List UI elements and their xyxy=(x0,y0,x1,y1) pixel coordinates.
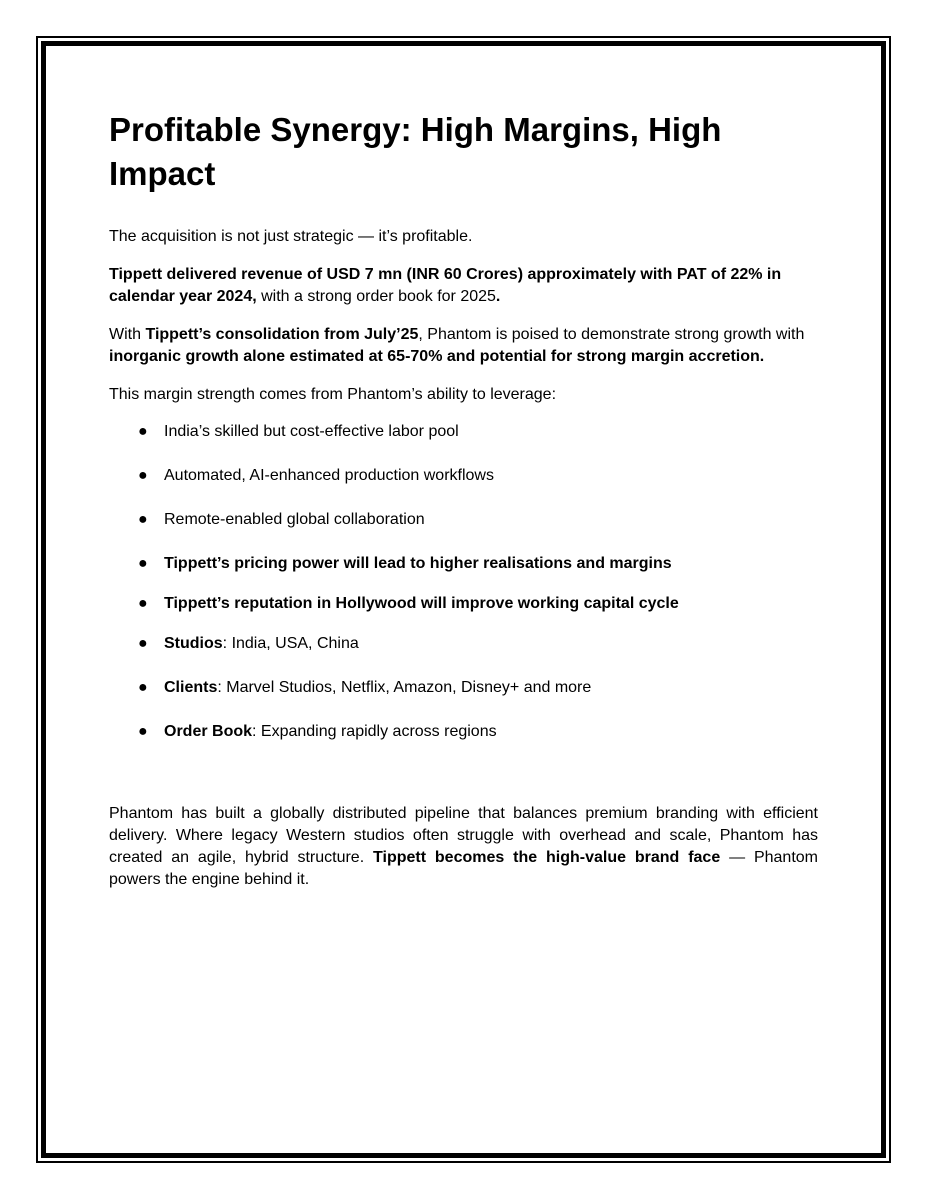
list-item-text: India’s skilled but cost-effective labor pool xyxy=(164,423,459,440)
list-item xyxy=(109,677,818,699)
list-item xyxy=(109,633,818,655)
leverage-list xyxy=(109,421,818,743)
clients-value: : Marvel Studios, Netflix, Amazon, Disney+ and more xyxy=(217,679,592,696)
revenue-normal-text: with a strong order book for 2025 xyxy=(256,288,496,305)
revenue-bold-text: Tippett delivered revenue of USD 7 mn (INR 60 Crores) approximately with PAT of 22% in calendar year 2024, xyxy=(109,266,782,305)
studios-value: : India, USA, China xyxy=(222,635,359,652)
intro-paragraph: The acquisition is not just strategic — it’s profitable. xyxy=(109,228,473,245)
consolidation-paragraph xyxy=(109,324,818,368)
page-title: Profitable Synergy: High Margins, High Impact xyxy=(109,111,722,192)
consolidation-bold-1: Tippett’s consolidation from July’25 xyxy=(145,326,419,343)
bullet-icon: ● xyxy=(138,511,148,528)
revenue-period: . xyxy=(495,288,501,305)
document-content xyxy=(109,108,818,907)
clients-label: Clients xyxy=(164,679,218,696)
list-item-text: Automated, AI-enhanced production workflows xyxy=(164,467,494,484)
list-item xyxy=(109,421,818,443)
order-book-label: Order Book xyxy=(164,723,253,740)
bullet-icon: ● xyxy=(138,679,148,696)
consolidation-text-1: With xyxy=(109,326,146,343)
bullet-icon: ● xyxy=(138,595,148,612)
leverage-intro: This margin strength comes from Phantom’s ability to leverage: xyxy=(109,386,557,403)
studios-label: Studios xyxy=(164,635,223,652)
closing-bold: Tippett becomes the high-value brand face xyxy=(373,849,721,866)
list-item xyxy=(109,593,818,615)
bullet-icon: ● xyxy=(138,555,148,572)
closing-text-1: Phantom has built a globally distributed pipeline that balances premium branding with efficient delivery. Where legacy Western studios often struggle with overhead and scale, Phantom has created an agile, hybrid structure. xyxy=(109,805,818,866)
list-item xyxy=(109,553,818,575)
bullet-icon: ● xyxy=(138,635,148,652)
order-book-value: : Expanding rapidly across regions xyxy=(252,723,497,740)
consolidation-text-2: , Phantom is poised to demonstrate strong growth with xyxy=(418,326,805,343)
list-item xyxy=(109,509,818,531)
list-item-text: Tippett’s reputation in Hollywood will improve working capital cycle xyxy=(164,595,679,612)
bullet-icon: ● xyxy=(138,467,148,484)
closing-paragraph xyxy=(109,803,818,891)
consolidation-bold-2: inorganic growth alone estimated at 65-70% and potential for strong margin accretion. xyxy=(109,348,765,365)
list-item xyxy=(109,721,818,743)
list-item-text: Tippett’s pricing power will lead to higher realisations and margins xyxy=(164,555,672,572)
bullet-icon: ● xyxy=(138,423,148,440)
list-item-text: Remote-enabled global collaboration xyxy=(164,511,425,528)
bullet-icon: ● xyxy=(138,723,148,740)
revenue-paragraph xyxy=(109,264,818,308)
closing-text-2: — Phantom powers the engine behind it. xyxy=(109,849,819,888)
list-item xyxy=(109,465,818,487)
